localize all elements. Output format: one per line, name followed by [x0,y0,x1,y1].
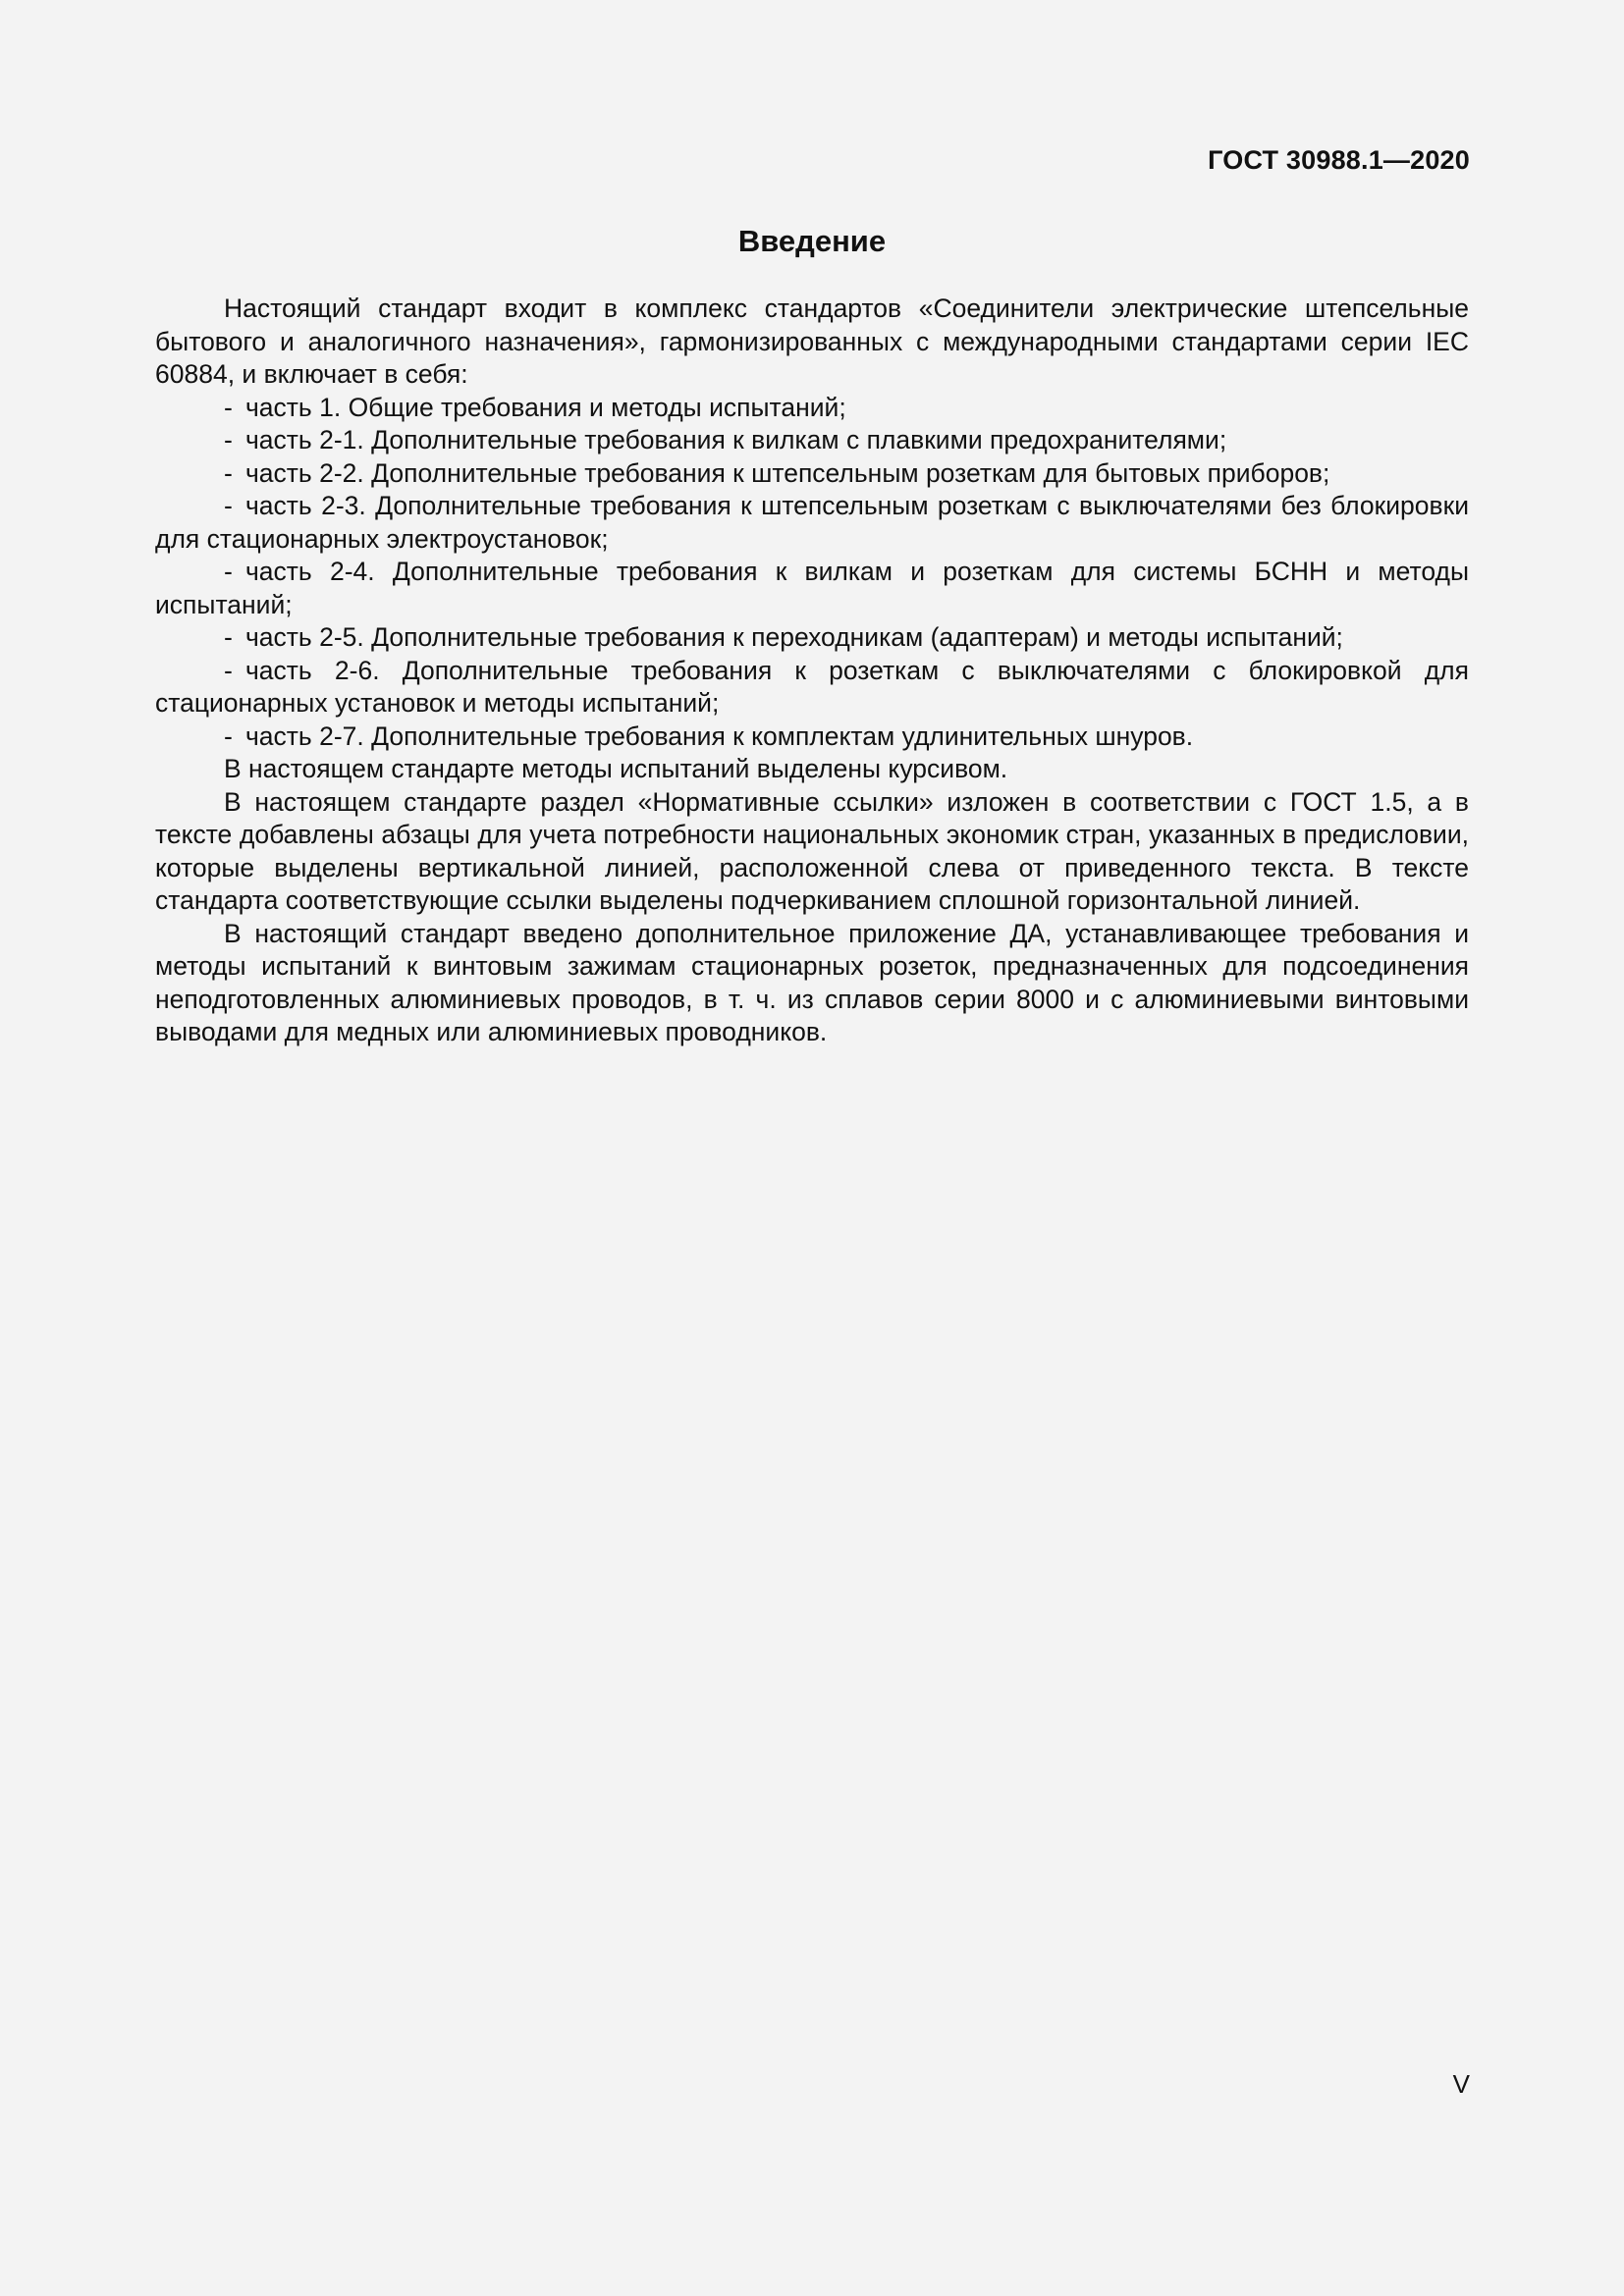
list-item [155,621,1469,655]
section-title: Введение [737,224,887,258]
list-item [155,424,1469,457]
page-number: V [1452,2069,1470,2099]
list-item-text: часть 2-1. Дополнительные требования к вилкам с плавкими предохранителями; [245,425,1227,454]
list-item-text: часть 2-3. Дополнительные требования к штепсельным розеткам с выключателями без блокировки для стационарных электроустановок; [155,491,1469,554]
list-item [155,490,1469,556]
dash-bullet: - [224,425,233,454]
document-code: ГОСТ 30988.1—2020 [1208,145,1470,175]
list-item [155,556,1469,621]
paragraph-normative-references: В настоящем стандарте раздел «Нормативные ссылки» изложен в соответствии с ГОСТ 1.5, а в тексте добавлены абзацы для учета потребности национальных экономик стран, указанных в предисловии, которые выделены вертикальной линией, расположенной слева от приведенного текста. В тексте стандарта соответствующие ссылки выделены подчеркиванием сплошной горизонтальной линией. [155,786,1469,915]
intro-paragraph: Настоящий стандарт входит в комплекс стандартов «Соединители электрические штепсельные бытового и аналогичного назначения», гармонизированных с международными стандартами серии IEC 60884, и включает в себя: [155,294,1469,389]
list-item-text: часть 2-7. Дополнительные требования к комплектам удлинительных шнуров. [245,721,1194,751]
list-item [155,655,1469,721]
dash-bullet: - [224,721,233,751]
body-text [155,293,1469,1049]
dash-bullet: - [224,457,233,488]
dash-bullet: - [224,622,233,652]
list-item [155,392,1469,425]
list-item [155,457,1469,491]
list-item-text: часть 2-4. Дополнительные требования к вилкам и розеткам для системы БСНН и методы испытаний; [155,557,1469,619]
dash-bullet: - [224,392,233,422]
dash-bullet: - [224,491,233,520]
dash-bullet: - [224,557,233,586]
list-item-text: часть 2-6. Дополнительные требования к розеткам с выключателями с блокировкой для стационарных установок и методы испытаний; [155,655,1469,718]
list-item-text: часть 2-2. Дополнительные требования к штепсельным розеткам для бытовых приборов; [245,457,1330,488]
list-item-text: часть 2-5. Дополнительные требования к переходникам (адаптерам) и методы испытаний; [245,622,1343,652]
list-item-text: часть 1. Общие требования и методы испытаний; [245,392,846,422]
paragraph-annex-da: В настоящий стандарт введено дополнительное приложение ДА, устанавливающее требования и методы испытаний к винтовым зажимам стационарных розеток, предназначенных для подсоединения неподготовленных алюминиевых проводов, в т. ч. из сплавов серии 8000 и с алюминиевыми винтовыми выводами для медных или алюминиевых проводников. [155,918,1469,1046]
list-item [155,721,1469,754]
paragraph-italic-note: В настоящем стандарте методы испытаний выделены курсивом. [224,754,1008,783]
dash-bullet: - [224,655,233,685]
